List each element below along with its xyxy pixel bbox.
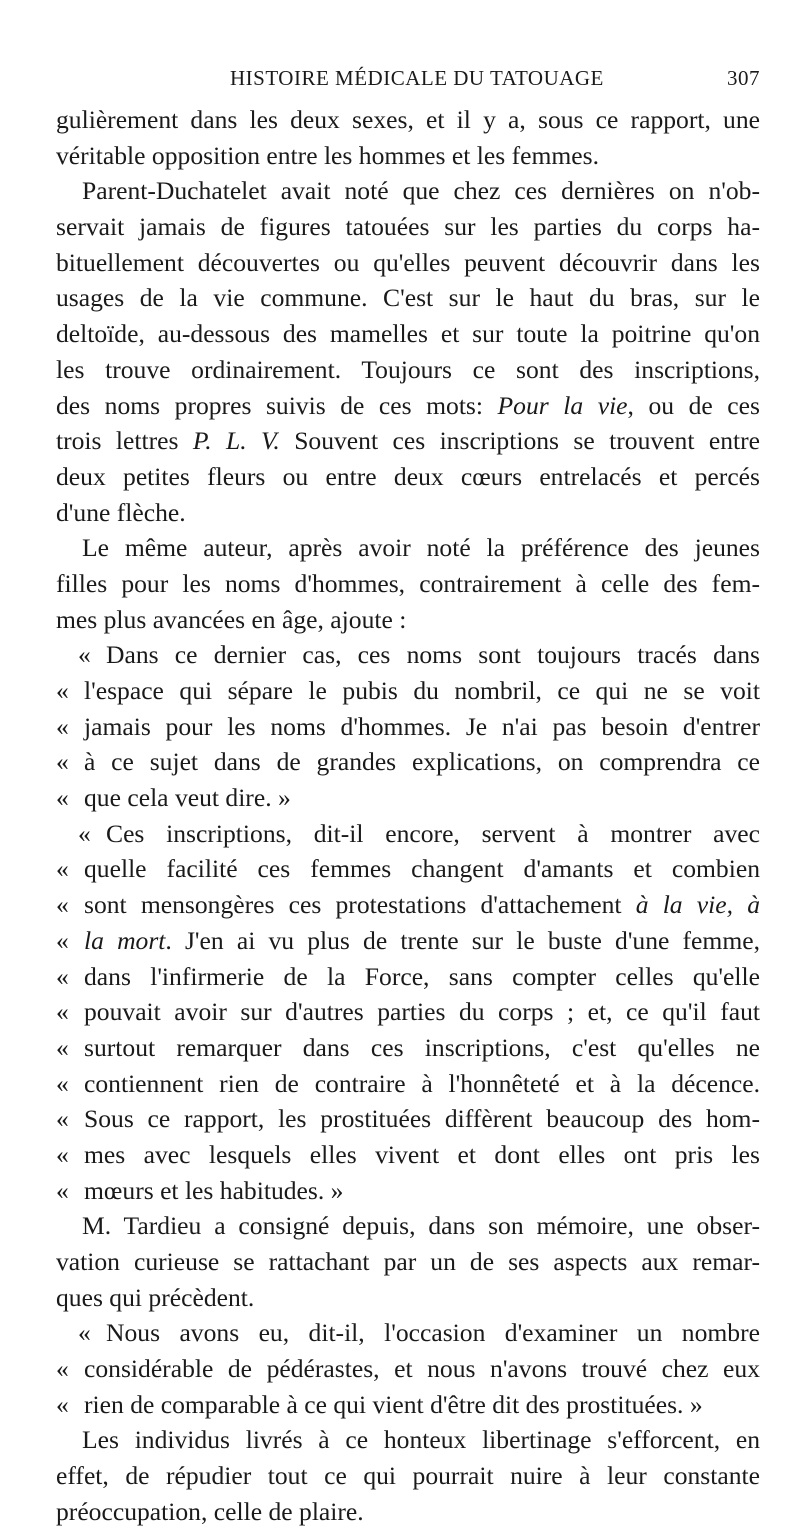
quote-line — [56, 816, 760, 852]
quote-line — [56, 1066, 760, 1102]
quote-line — [56, 887, 760, 923]
text-segment: Souvent ces inscriptions se trouvent entre — [279, 426, 760, 456]
quote-line — [56, 994, 760, 1030]
text-line: bituellement découvertes ou qu'elles peuvent découvrir dans les — [56, 247, 760, 277]
quote-mark: « — [56, 854, 69, 884]
quote-line — [56, 851, 760, 887]
text-line: Le même auteur, après avoir noté la préférence des jeunes — [82, 533, 760, 563]
text-segment: des noms propres suivis de ces mots: — [56, 390, 498, 420]
quote-mark: « — [56, 676, 69, 705]
quote-mark: « — [56, 1139, 69, 1169]
text-line: effet, de répudier tout ce qui pourrait nuire à leur constante — [56, 1461, 760, 1491]
body-text — [56, 102, 760, 1530]
quote-text: Nous avons eu, dit-il, l'occasion d'examiner un nombre — [106, 1318, 760, 1348]
italic-segment: P. L. V. — [192, 426, 280, 456]
text-line: mes plus avancées en âge, ajoute : — [56, 604, 407, 634]
quote-mark: « — [56, 1068, 69, 1098]
quote-line — [56, 1101, 760, 1137]
text-segment: sont mensongères ces protestations d'attachement — [84, 890, 636, 920]
quote-line — [56, 1387, 760, 1423]
text-line: vation curieuse se rattachant par un de ses aspects aux remar- — [56, 1247, 760, 1276]
quote-text: Ces inscriptions, dit-il encore, servent à montrer avec — [106, 818, 760, 848]
quote-text: pouvait avoir sur d'autres parties du corps ; et, ce qu'il faut — [84, 997, 760, 1027]
quote-text: à ce sujet dans de grandes explications, on comprendra ce — [84, 747, 760, 777]
quote-text — [84, 887, 760, 923]
quote-text: Sous ce rapport, les prostituées diffèrent beaucoup des hom- — [84, 1104, 760, 1134]
quote-text: quelle facilité ces femmes changent d'amants et combien — [84, 854, 760, 884]
quote-mark: « — [56, 1175, 69, 1205]
text-line: préoccupation, celle de plaire. — [56, 1496, 364, 1526]
quote-mark: « — [56, 711, 69, 741]
quote-mark: « — [56, 997, 69, 1027]
quote-line — [56, 1137, 760, 1173]
quote-line — [56, 1315, 760, 1351]
quote-line — [56, 744, 760, 780]
quote-mark: « — [56, 890, 69, 920]
quote-mark: « — [78, 640, 91, 670]
quote-mark: « — [56, 1104, 69, 1134]
quote-text: considérable de pédérastes, et nous n'avons trouvé chez eux — [84, 1354, 760, 1384]
quote-mark: « — [78, 1318, 91, 1348]
quote-mark: « — [56, 1354, 69, 1384]
text-line: Les individus livrés à ce honteux libertinage s'efforcent, en — [82, 1425, 760, 1455]
text-line: filles pour les noms d'hommes, contrairement à celle des fem- — [56, 568, 760, 598]
quote-line — [56, 637, 760, 673]
text-line — [56, 423, 760, 459]
quote-line — [56, 780, 760, 816]
italic-segment: à la vie, à — [635, 890, 760, 920]
quote-text: l'espace qui sépare le pubis du nombril, ce qui ne se voit — [84, 676, 760, 705]
text-line: d'une flèche. — [56, 497, 186, 527]
quote-line — [56, 923, 760, 959]
quote-mark: « — [56, 961, 69, 991]
text-line: M. Tardieu a consigné depuis, dans son mémoire, une obser- — [82, 1211, 760, 1241]
text-segment: . J'en ai vu plus de trente sur le buste d'une femme, — [165, 925, 760, 955]
quote-text: mœurs et les habitudes. » — [84, 1175, 344, 1205]
quote-text: mes avec lesquels elles vivent et dont elles ont pris les — [84, 1139, 760, 1169]
quote-line — [56, 959, 760, 995]
italic-segment: la mort — [84, 925, 166, 955]
page-number: 307 — [727, 66, 760, 90]
text-line: ques qui précèdent. — [56, 1282, 255, 1312]
text-line: les trouve ordinairement. Toujours ce sont des inscriptions, — [56, 354, 760, 384]
quote-mark: « — [56, 747, 69, 777]
text-line: Parent-Duchatelet avait noté que chez ces dernières on n'ob- — [82, 176, 760, 206]
quote-text: jamais pour les noms d'hommes. Je n'ai pas besoin d'entrer — [84, 711, 760, 741]
quote-line — [56, 673, 760, 709]
quote-mark: « — [78, 818, 91, 848]
text-line: deltoïde, au-dessous des mamelles et sur toute la poitrine qu'on — [56, 319, 760, 349]
quote-line — [56, 1173, 760, 1209]
text-segment: , ou de ces — [627, 390, 760, 420]
quote-text: dans l'infirmerie de la Force, sans compter celles qu'elle — [84, 961, 760, 991]
quote-line — [56, 709, 760, 745]
text-line: gulièrement dans les deux sexes, et il y a, sous ce rapport, une — [56, 105, 760, 134]
quote-text: surtout remarquer dans ces inscriptions, c'est qu'elles ne — [84, 1032, 760, 1062]
text-line: deux petites fleurs ou entre deux cœurs entrelacés et percés — [56, 461, 760, 491]
running-title: HISTOIRE MÉDICALE DU TATOUAGE — [230, 66, 604, 90]
running-head — [118, 66, 760, 94]
quote-line — [56, 1030, 760, 1066]
italic-segment: Pour la vie — [497, 390, 628, 420]
text-line: servait jamais de figures tatouées sur les parties du corps ha- — [56, 212, 760, 242]
quote-line — [56, 1351, 760, 1387]
text-line: usages de la vie commune. C'est sur le haut du bras, sur le — [56, 283, 760, 313]
quote-text: contiennent rien de contraire à l'honnêteté et à la décence. — [84, 1068, 760, 1098]
quote-text: que cela veut dire. » — [84, 783, 291, 813]
quote-mark: « — [56, 1389, 69, 1419]
text-line — [56, 388, 760, 424]
quote-mark: « — [56, 1032, 69, 1062]
quote-text — [84, 923, 760, 959]
quote-mark: « — [56, 783, 69, 813]
quote-mark: « — [56, 925, 69, 955]
text-line: véritable opposition entre les hommes et les femmes. — [56, 140, 600, 170]
quote-text: rien de comparable à ce qui vient d'être dit des prostituées. » — [84, 1389, 703, 1419]
text-segment: trois lettres — [56, 426, 193, 456]
quote-text: Dans ce dernier cas, ces noms sont toujours tracés dans — [106, 640, 760, 670]
